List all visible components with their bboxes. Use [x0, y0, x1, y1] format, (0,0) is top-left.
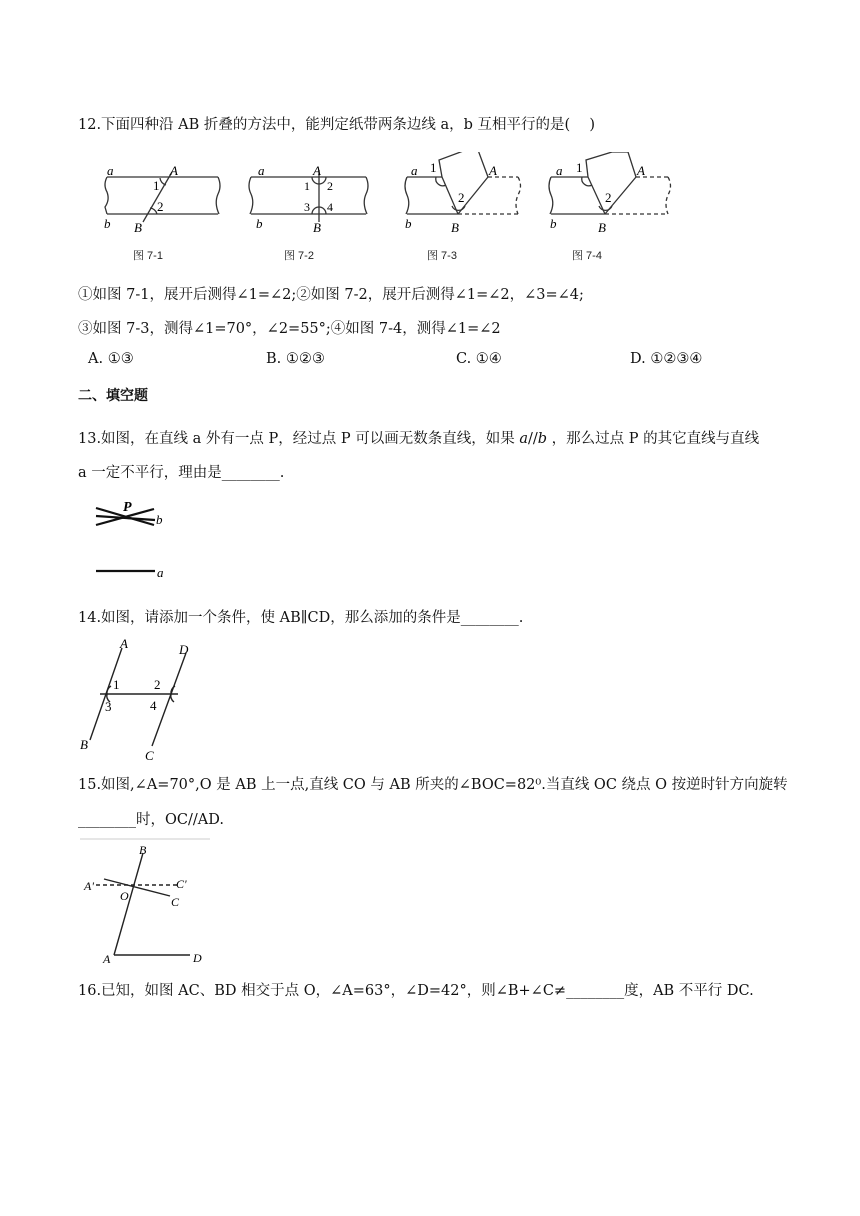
- svg-text:b: b: [405, 216, 412, 231]
- svg-text:C: C: [145, 748, 154, 763]
- svg-text:b: b: [550, 216, 557, 231]
- svg-text:3: 3: [105, 699, 112, 714]
- q12-condition-line-1: ①如图 7-1，展开后测得∠1=∠2;②如图 7-2，展开后测得∠1=∠2，∠3=∠4;: [78, 287, 584, 303]
- q13-line-1: 13.如图，在直线 a 外有一点 P，经过点 P 可以画无数条直线，如果 𝑎//𝑏 ，那么过点 P 的其它直线与直线: [78, 431, 760, 447]
- svg-text:b: b: [104, 216, 111, 231]
- figure-7-2: [249, 170, 368, 222]
- svg-text:B: B: [139, 843, 147, 857]
- svg-text:a: a: [258, 163, 265, 178]
- q14-figure: [0, 634, 860, 764]
- q12-option-a: A. ①③: [88, 351, 134, 367]
- svg-text:A: A: [637, 163, 645, 178]
- svg-text:2: 2: [327, 179, 333, 193]
- caption-7-1: 图 7-1: [133, 250, 163, 262]
- svg-text:a: a: [556, 163, 563, 178]
- q15-figure: [0, 836, 860, 966]
- svg-text:1: 1: [304, 179, 310, 193]
- svg-text:4: 4: [327, 200, 333, 214]
- svg-text:1: 1: [576, 160, 583, 175]
- svg-text:D: D: [193, 951, 202, 965]
- svg-text:1: 1: [153, 178, 160, 193]
- q13-line-2: a 一定不平行，理由是________.: [78, 465, 285, 481]
- svg-text:O: O: [120, 889, 129, 903]
- svg-text:a: a: [157, 565, 164, 578]
- svg-text:2: 2: [605, 190, 612, 205]
- q15-line-1: 15.如图,∠A=70°,O 是 AB 上一点,直线 CO 与 AB 所夹的∠BOC=82⁰.当直线 OC 绕点 O 按逆时针方向旋转: [78, 777, 788, 793]
- svg-text:C': C': [176, 877, 187, 891]
- caption-7-3: 图 7-3: [427, 250, 457, 262]
- svg-text:a: a: [411, 163, 418, 178]
- q12-stem: 12.下面四种沿 AB 折叠的方法中，能判定纸带两条边线 a，b 互相平行的是( ): [78, 117, 595, 133]
- svg-text:2: 2: [458, 190, 465, 205]
- q12-figures: [0, 152, 860, 272]
- figure-7-1: [105, 172, 220, 222]
- svg-text:a: a: [107, 163, 114, 178]
- svg-text:A: A: [489, 163, 497, 178]
- caption-7-4: 图 7-4: [572, 250, 602, 262]
- section-fill-in-blank-heading: 二、填空题: [78, 388, 148, 404]
- svg-text:D: D: [179, 642, 189, 657]
- svg-text:C: C: [171, 895, 180, 909]
- q16-stem: 16.已知，如图 AC、BD 相交于点 O，∠A=63°，∠D=42°，则∠B+∠C≠________度，AB 不平行 DC.: [78, 983, 754, 999]
- svg-text:B: B: [134, 220, 142, 235]
- q12-option-d: D. ①②③④: [630, 351, 703, 367]
- svg-text:P: P: [123, 500, 132, 515]
- svg-text:A': A': [84, 879, 94, 893]
- svg-text:2: 2: [157, 199, 164, 214]
- svg-text:B: B: [598, 220, 606, 235]
- svg-text:2: 2: [154, 677, 161, 692]
- svg-text:b: b: [156, 512, 163, 527]
- svg-text:A: A: [170, 163, 178, 178]
- svg-text:1: 1: [113, 677, 120, 692]
- svg-text:A: A: [103, 952, 111, 966]
- q12-option-c: C. ①④: [456, 351, 502, 367]
- q12-option-b: B. ①②③: [266, 351, 325, 367]
- svg-text:3: 3: [304, 200, 310, 214]
- svg-text:4: 4: [150, 698, 157, 713]
- svg-text:A: A: [313, 163, 321, 178]
- svg-text:B: B: [313, 220, 321, 235]
- q15-line-2: ________时，OC//AD.: [78, 812, 224, 828]
- q12-condition-line-2: ③如图 7-3，测得∠1=70°，∠2=55°;④如图 7-4，测得∠1=∠2: [78, 321, 501, 337]
- svg-text:b: b: [256, 216, 263, 231]
- svg-text:A: A: [120, 636, 128, 651]
- q13-figure: [0, 498, 860, 578]
- svg-text:1: 1: [430, 160, 437, 175]
- q14-stem: 14.如图，请添加一个条件，使 AB∥CD，那么添加的条件是________.: [78, 610, 524, 626]
- svg-text:B: B: [451, 220, 459, 235]
- caption-7-2: 图 7-2: [284, 250, 314, 262]
- svg-text:B: B: [80, 737, 88, 752]
